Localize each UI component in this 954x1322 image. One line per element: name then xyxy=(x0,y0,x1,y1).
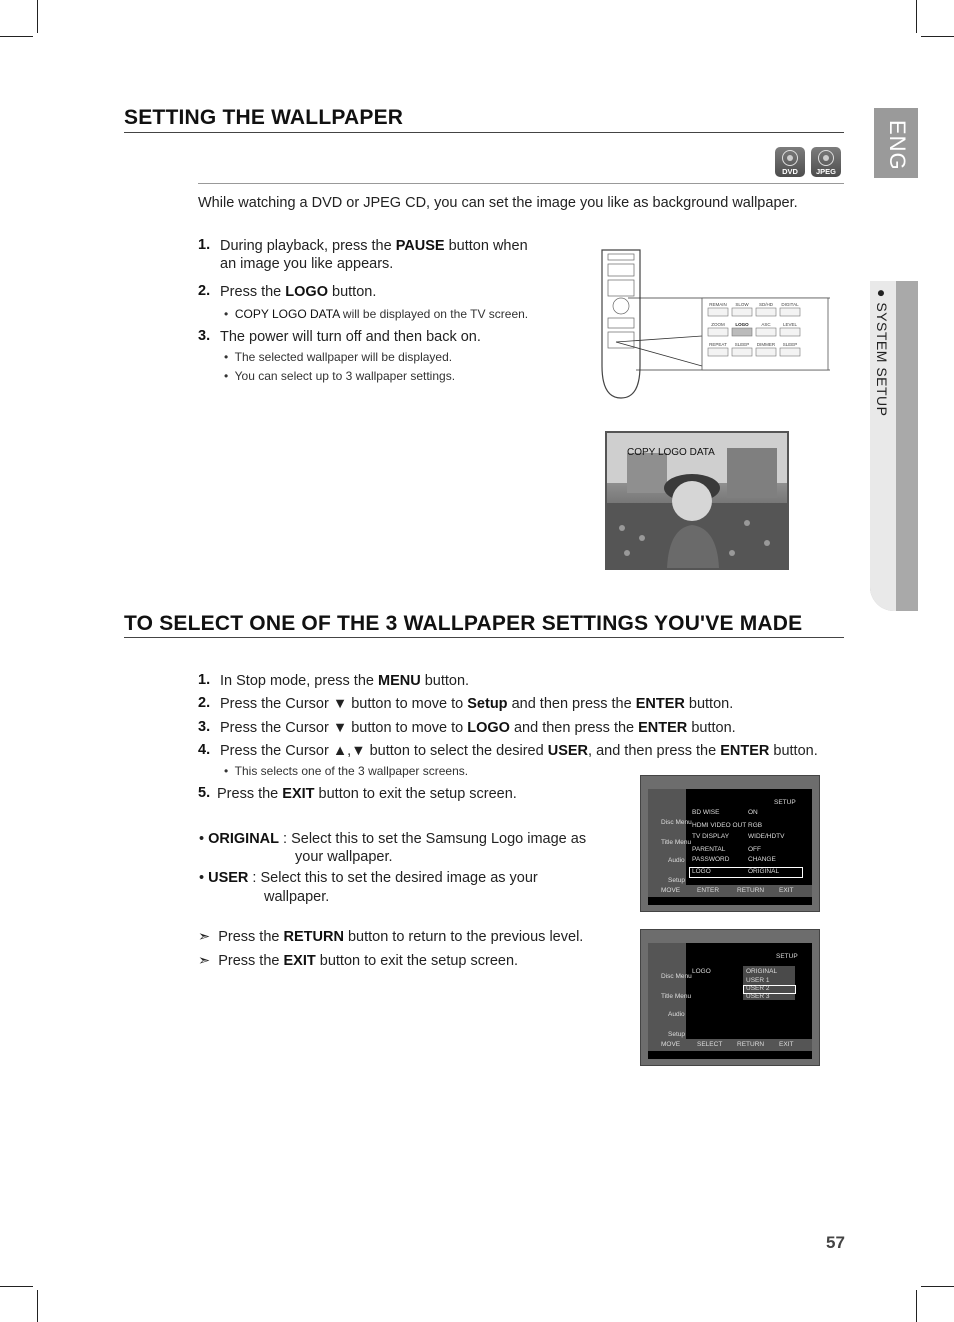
step-number: 1. xyxy=(198,237,211,253)
osd-menu-item: Disc Menu xyxy=(661,819,692,826)
setup-menu-screenshot xyxy=(640,775,820,912)
crop-mark xyxy=(921,36,954,37)
crop-mark xyxy=(37,1290,38,1322)
page-number: 57 xyxy=(826,1233,845,1252)
crop-mark xyxy=(0,36,33,37)
osd-row-value: RGB xyxy=(748,822,763,829)
option-original-cont: your wallpaper. xyxy=(295,849,393,865)
note-exit: ➣ Press the EXIT button to exit the setup screen. xyxy=(198,953,519,969)
osd-row-value: WIDE/HDTV xyxy=(748,833,785,840)
section-title: SETTING THE WALLPAPER xyxy=(124,106,404,129)
osd-footer: MOVE ENTER RETURN EXIT xyxy=(648,885,812,897)
osd-menu-item: Setup xyxy=(668,1031,685,1038)
bullet-text: • COPY LOGO DATA will be displayed on the TV screen. xyxy=(224,307,529,321)
step-text: Press the Cursor ▼ button to move to LOGO and then press the ENTER button. xyxy=(220,720,736,736)
osd-row-value: ON xyxy=(748,809,758,816)
dvd-disc-icon: DVD xyxy=(775,147,805,177)
remote-label: REPEAT xyxy=(709,342,727,347)
osd-header: SETUP xyxy=(776,953,798,960)
step-text: During playback, press the PAUSE button when xyxy=(220,238,528,254)
crop-mark xyxy=(0,1286,33,1287)
remote-label: SLOW xyxy=(735,302,749,307)
osd-row-label: LOGO xyxy=(692,868,711,875)
osd-row-label: PASSWORD xyxy=(692,856,730,863)
option-user-cont: wallpaper. xyxy=(264,889,330,905)
bullet-text: • The selected wallpaper will be displayed. xyxy=(224,350,453,364)
osd-row-value: ORIGINAL xyxy=(748,868,780,875)
logo-menu-screenshot xyxy=(640,929,820,1066)
divider xyxy=(124,637,844,638)
option-user: • USER : Select this to set the desired image as your xyxy=(199,870,538,886)
osd-menu-item: Title Menu xyxy=(661,839,692,846)
bullet-text: • You can select up to 3 wallpaper settings. xyxy=(224,369,456,383)
remote-label: ASC xyxy=(761,322,771,327)
jpeg-disc-icon: JPEG xyxy=(811,147,841,177)
step-text: Press the EXIT button to exit the setup screen. xyxy=(217,786,517,802)
osd-option: USER 3 xyxy=(746,993,770,1000)
step-text: In Stop mode, press the MENU button. xyxy=(220,673,470,689)
step-number: 2. xyxy=(198,283,211,299)
step-text: Press the LOGO button. xyxy=(220,284,377,300)
step-text: an image you like appears. xyxy=(220,256,394,272)
arrow-icon: ➣ xyxy=(198,929,211,945)
language-tab: ENG xyxy=(874,108,918,178)
osd-option: USER 1 xyxy=(746,977,770,984)
crop-mark xyxy=(916,1290,917,1322)
intro-text: While watching a DVD or JPEG CD, you can set the image you like as background wallpaper. xyxy=(198,195,798,211)
osd-row-label: HDMI VIDEO OUT xyxy=(692,822,747,829)
crop-mark xyxy=(916,0,917,33)
osd-row-value: CHANGE xyxy=(748,856,776,863)
remote-label: ZOOM xyxy=(711,322,725,327)
remote-label: DIGITAL xyxy=(781,302,799,307)
osd-menu-item: Setup xyxy=(668,877,685,884)
osd-footer: MOVE SELECT RETURN EXIT xyxy=(648,1039,812,1051)
remote-label: REMAIN xyxy=(709,302,727,307)
arrow-icon: ➣ xyxy=(198,953,211,969)
osd-menu-item: Audio xyxy=(668,1011,685,1018)
option-original: • ORIGINAL : Select this to set the Samsung Logo image as xyxy=(199,831,587,847)
osd-row-label: PARENTAL xyxy=(692,846,726,853)
crop-mark xyxy=(37,0,38,33)
section-title: TO SELECT ONE OF THE 3 WALLPAPER SETTINGS YOU'VE MADE xyxy=(124,612,803,635)
step-number: 5. xyxy=(198,785,211,801)
osd-option: USER 2 xyxy=(746,985,770,992)
osd-menu-item: Disc Menu xyxy=(661,973,692,980)
note-return: ➣ Press the RETURN button to return to the previous level. xyxy=(198,929,584,945)
remote-label: DIMMER xyxy=(756,342,776,347)
osd-row-label: LOGO xyxy=(692,968,711,975)
step-text: Press the Cursor ▼ button to move to Setup and then press the ENTER button. xyxy=(220,696,734,712)
osd-row-value: OFF xyxy=(748,846,761,853)
osd-row-label: BD WISE xyxy=(692,809,720,816)
remote-label: LOGO xyxy=(735,322,749,327)
osd-option: ORIGINAL xyxy=(746,968,778,975)
remote-label: SLEEP xyxy=(782,342,798,347)
osd-header: SETUP xyxy=(774,799,796,806)
step-number: 3. xyxy=(198,719,211,735)
bullet-text: • This selects one of the 3 wallpaper screens. xyxy=(224,764,469,778)
remote-label: LEVEL xyxy=(782,322,798,327)
step-number: 3. xyxy=(198,328,211,344)
wallpaper-photo xyxy=(605,431,789,570)
step-text: Press the Cursor ▲,▼ button to select the desired USER, and then press the ENTER button. xyxy=(220,743,818,759)
section-tab-label: ● SYSTEM SETUP xyxy=(874,289,890,417)
crop-mark xyxy=(921,1286,954,1287)
remote-label: SLEEP xyxy=(734,342,750,347)
divider xyxy=(124,132,844,133)
step-number: 2. xyxy=(198,695,211,711)
remote-control-illustration xyxy=(598,246,832,404)
photo-caption: COPY LOGO DATA xyxy=(627,447,715,458)
section-tab xyxy=(870,281,918,611)
osd-menu-item: Title Menu xyxy=(661,993,692,1000)
osd-row-label: TV DISPLAY xyxy=(692,833,730,840)
divider xyxy=(198,183,844,184)
step-text: The power will turn off and then back on. xyxy=(220,329,481,345)
remote-label: SD/HD xyxy=(758,302,774,307)
step-number: 4. xyxy=(198,742,211,758)
osd-menu-item: Audio xyxy=(668,857,685,864)
step-number: 1. xyxy=(198,672,211,688)
